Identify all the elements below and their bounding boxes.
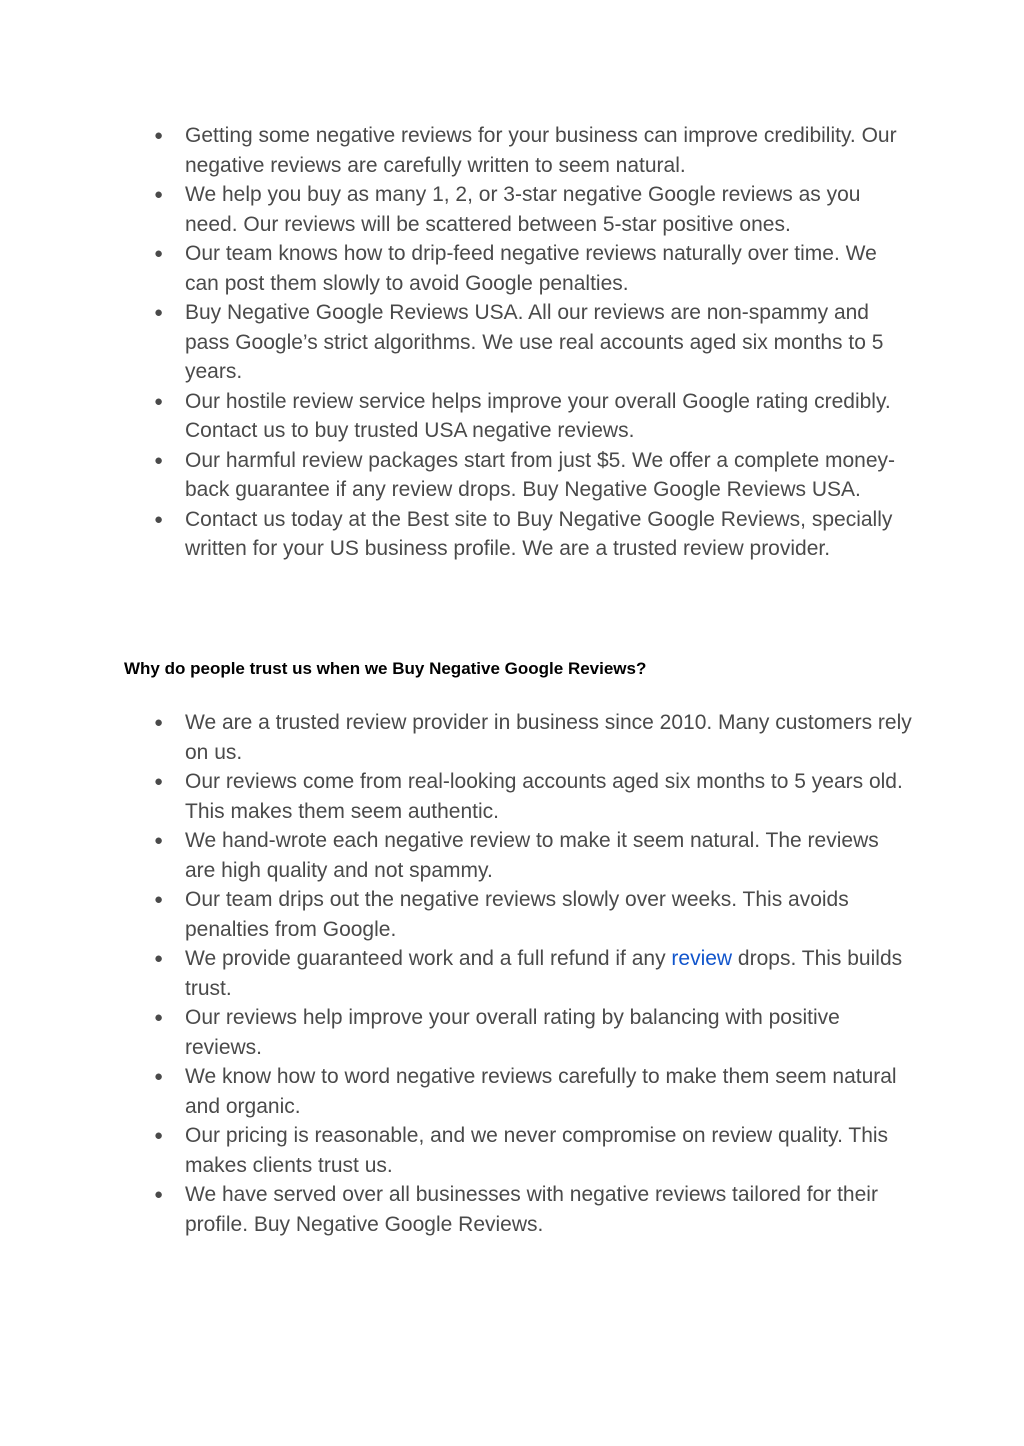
list-item-text: Our harmful review packages start from just $5. We offer a complete money-back guarantee if any review drops. Buy Negative Google Reviews USA. bbox=[185, 448, 896, 501]
list-item-text: We know how to word negative reviews carefully to make them seem natural and organic. bbox=[185, 1065, 897, 1118]
list-item bbox=[154, 944, 914, 1003]
list-item bbox=[154, 826, 914, 885]
list-item-text: We are a trusted review provider in business since 2010. Many customers rely on us. bbox=[185, 711, 912, 764]
list-item-text: Our team knows how to drip-feed negative reviews naturally over time. We can post them slowly to avoid Google penalties. bbox=[185, 242, 877, 295]
list-item bbox=[154, 767, 914, 826]
benefits-list bbox=[154, 121, 914, 564]
bullet-icon: ● bbox=[154, 186, 164, 203]
list-item bbox=[154, 239, 914, 298]
list-item-text: Our team drips out the negative reviews slowly over weeks. This avoids penalties from Google. bbox=[185, 888, 849, 941]
bullet-icon: ● bbox=[154, 1009, 164, 1026]
bullet-icon: ● bbox=[154, 1068, 164, 1085]
bullet-icon: ● bbox=[154, 510, 164, 528]
bullet-icon: ● bbox=[154, 127, 164, 144]
list-item bbox=[154, 505, 914, 564]
list-item bbox=[154, 387, 914, 446]
list-item bbox=[154, 1062, 914, 1121]
list-item bbox=[154, 180, 914, 239]
bullet-icon: ● bbox=[154, 891, 164, 908]
bullet-icon: ● bbox=[154, 950, 164, 967]
list-item bbox=[154, 1121, 914, 1180]
bullet-icon: ● bbox=[154, 304, 164, 321]
section-heading: Why do people trust us when we Buy Negative Google Reviews? bbox=[124, 659, 647, 678]
review-link[interactable]: review bbox=[671, 947, 733, 970]
list-item-text: Buy Negative Google Reviews USA. All our reviews are non-spammy and pass Google’s strict algorithms. We use real accounts aged six months to 5 years. bbox=[185, 301, 884, 383]
bullet-icon: ● bbox=[154, 245, 164, 262]
list-item-text: We have served over all businesses with negative reviews tailored for their profile. Buy Negative Google Reviews. bbox=[185, 1183, 878, 1236]
bullet-icon: ● bbox=[154, 773, 164, 790]
bullet-icon: ● bbox=[154, 451, 164, 469]
list-item-text: We help you buy as many 1, 2, or 3-star negative Google reviews as you need. Our reviews will be scattered between 5-star positive ones. bbox=[185, 183, 861, 236]
bullet-icon: ● bbox=[154, 1186, 164, 1203]
list-item-text: Contact us today at the Best site to Buy Negative Google Reviews, specially written for your US business profile. We are a trusted review provider. bbox=[185, 507, 893, 560]
list-item bbox=[154, 885, 914, 944]
list-item-text: Our pricing is reasonable, and we never compromise on review quality. This makes clients trust us. bbox=[185, 1124, 889, 1177]
list-item bbox=[154, 1003, 914, 1062]
list-item-text: Our hostile review service helps improve your overall Google rating credibly. Contact us to buy trusted USA negative reviews. bbox=[185, 389, 891, 442]
list-item-text: Our reviews help improve your overall rating by balancing with positive reviews. bbox=[185, 1006, 840, 1059]
bullet-icon: ● bbox=[154, 832, 164, 849]
bullet-icon: ● bbox=[154, 1127, 164, 1144]
list-item bbox=[154, 121, 914, 180]
list-item-text-before-link: We provide guaranteed work and a full refund if any bbox=[185, 947, 672, 970]
list-item bbox=[154, 708, 914, 767]
bullet-icon: ● bbox=[154, 714, 164, 731]
list-item-text-after-link: drops. This builds trust. bbox=[185, 947, 903, 1000]
list-item-text: Our reviews come from real-looking accounts aged six months to 5 years old. This makes them seem authentic. bbox=[185, 770, 903, 823]
list-item bbox=[154, 298, 914, 387]
trust-reasons-list bbox=[154, 708, 914, 1239]
list-item bbox=[154, 446, 914, 505]
list-item-text: Getting some negative reviews for your business can improve credibility. Our negative reviews are carefully written to seem natural. bbox=[185, 124, 897, 177]
list-item-text: We hand-wrote each negative review to make it seem natural. The reviews are high quality and not spammy. bbox=[185, 829, 879, 882]
bullet-icon: ● bbox=[154, 392, 164, 410]
list-item bbox=[154, 1180, 914, 1239]
